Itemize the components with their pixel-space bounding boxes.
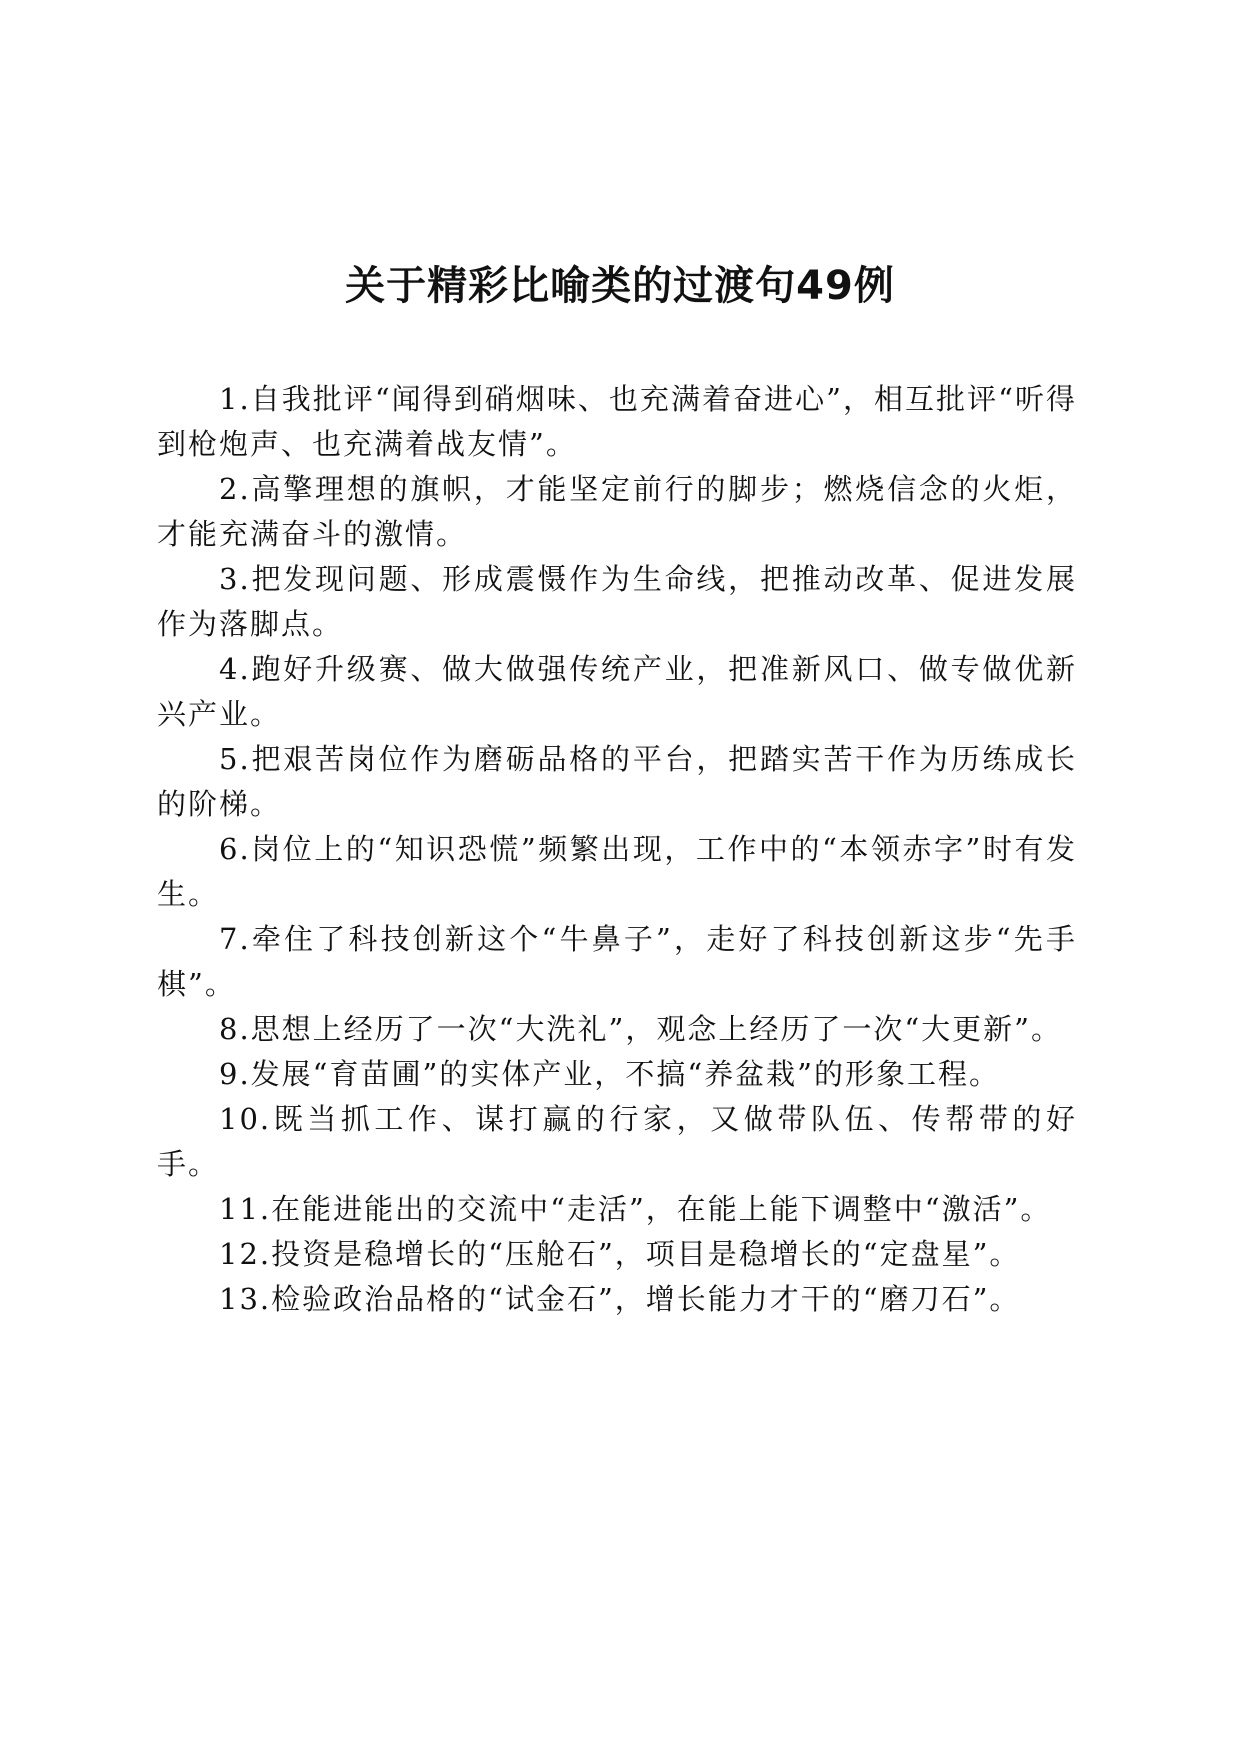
paragraph-2: 2.高擎理想的旗帜，才能坚定前行的脚步；燃烧信念的火炬，才能充满奋斗的激情。 xyxy=(157,472,1077,551)
document-title: 关于精彩比喻类的过渡句49例 xyxy=(345,263,895,309)
paragraph-3: 3.把发现问题、形成震慑作为生命线，把推动改革、促进发展作为落脚点。 xyxy=(157,562,1077,641)
document-body xyxy=(157,377,1077,1322)
paragraph-1: 1.自我批评“闻得到硝烟味、也充满着奋进心”，相互批评“听得到枪炮声、也充满着战友情”。 xyxy=(157,382,1077,461)
paragraph-10: 10.既当抓工作、谋打赢的行家，又做带队伍、传帮带的好手。 xyxy=(157,1102,1077,1181)
paragraph-9: 9.发展“育苗圃”的实体产业，不搞“养盆栽”的形象工程。 xyxy=(219,1057,1000,1091)
paragraph-7: 7.牵住了科技创新这个“牛鼻子”，走好了科技创新这步“先手棋”。 xyxy=(157,922,1077,1001)
paragraph-4: 4.跑好升级赛、做大做强传统产业，把准新风口、做专做优新兴产业。 xyxy=(157,652,1077,731)
paragraph-8: 8.思想上经历了一次“大洗礼”，观念上经历了一次“大更新”。 xyxy=(219,1012,1062,1046)
paragraph-12: 12.投资是稳增长的“压舱石”，项目是稳增长的“定盘星”。 xyxy=(219,1237,1021,1271)
paragraph-13: 13.检验政治品格的“试金石”，增长能力才干的“磨刀石”。 xyxy=(219,1282,1021,1316)
paragraph-6: 6.岗位上的“知识恐慌”频繁出现，工作中的“本领赤字”时有发生。 xyxy=(157,832,1077,911)
paragraph-11: 11.在能进能出的交流中“走活”，在能上能下调整中“激活”。 xyxy=(219,1192,1052,1226)
paragraph-5: 5.把艰苦岗位作为磨砺品格的平台，把踏实苦干作为历练成长的阶梯。 xyxy=(157,742,1077,821)
